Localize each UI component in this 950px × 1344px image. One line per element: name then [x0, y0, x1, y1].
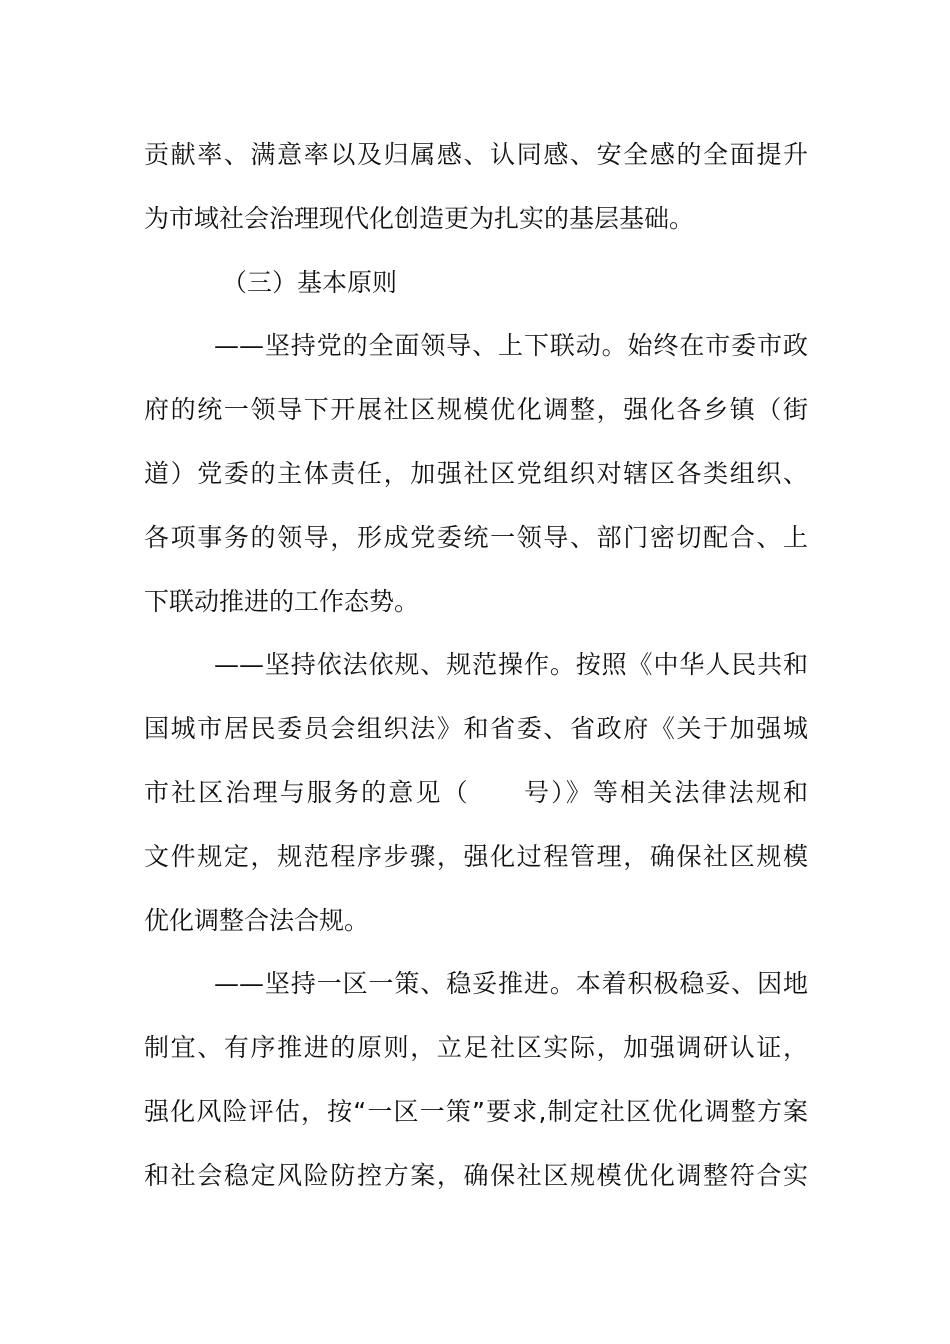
text-line: 道）党委的主体责任，加强社区党组织对辖区各类组织、 — [144, 458, 808, 488]
text-line: 制宜、有序推进的原则，立足社区实际，加强调研认证， — [144, 1033, 808, 1063]
text-line: 为市域社会治理现代化创造更为扎实的基层基础。 — [144, 203, 695, 233]
text-line: 府的统一领导下开展社区规模优化调整，强化各乡镇（街 — [144, 395, 808, 425]
text-line: 强化风险评估，按“一区一策”要求,制定社区优化调整方案 — [144, 1096, 808, 1126]
text-line: ——坚持依法依规、规范操作。按照《中华人民共和 — [214, 650, 808, 680]
text-line: 市社区治理与服务的意见（ 号）》等相关法律法规和 — [144, 777, 808, 807]
text-line: 和社会稳定风险防控方案，确保社区规模优化调整符合实 — [144, 1160, 808, 1190]
text-line: ——坚持一区一策、稳妥推进。本着积极稳妥、因地 — [214, 969, 808, 999]
text-line: ——坚持党的全面领导、上下联动。始终在市委市政 — [214, 331, 808, 361]
text-line: 优化调整合法合规。 — [144, 905, 370, 935]
text-line: 国城市居民委员会组织法》和省委、省政府《关于加强城 — [144, 714, 808, 744]
text-line: 文件规定，规范程序步骤，强化过程管理，确保社区规模 — [144, 841, 808, 871]
section-heading: （三）基本原则 — [222, 267, 398, 297]
text-line: 各项事务的领导，形成党委统一领导、部门密切配合、上 — [144, 522, 808, 552]
text-line: 贡献率、满意率以及归属感、认同感、安全感的全面提升 — [144, 140, 808, 169]
body-text — [144, 123, 808, 1208]
text-line: 下联动推进的工作态势。 — [144, 586, 420, 616]
